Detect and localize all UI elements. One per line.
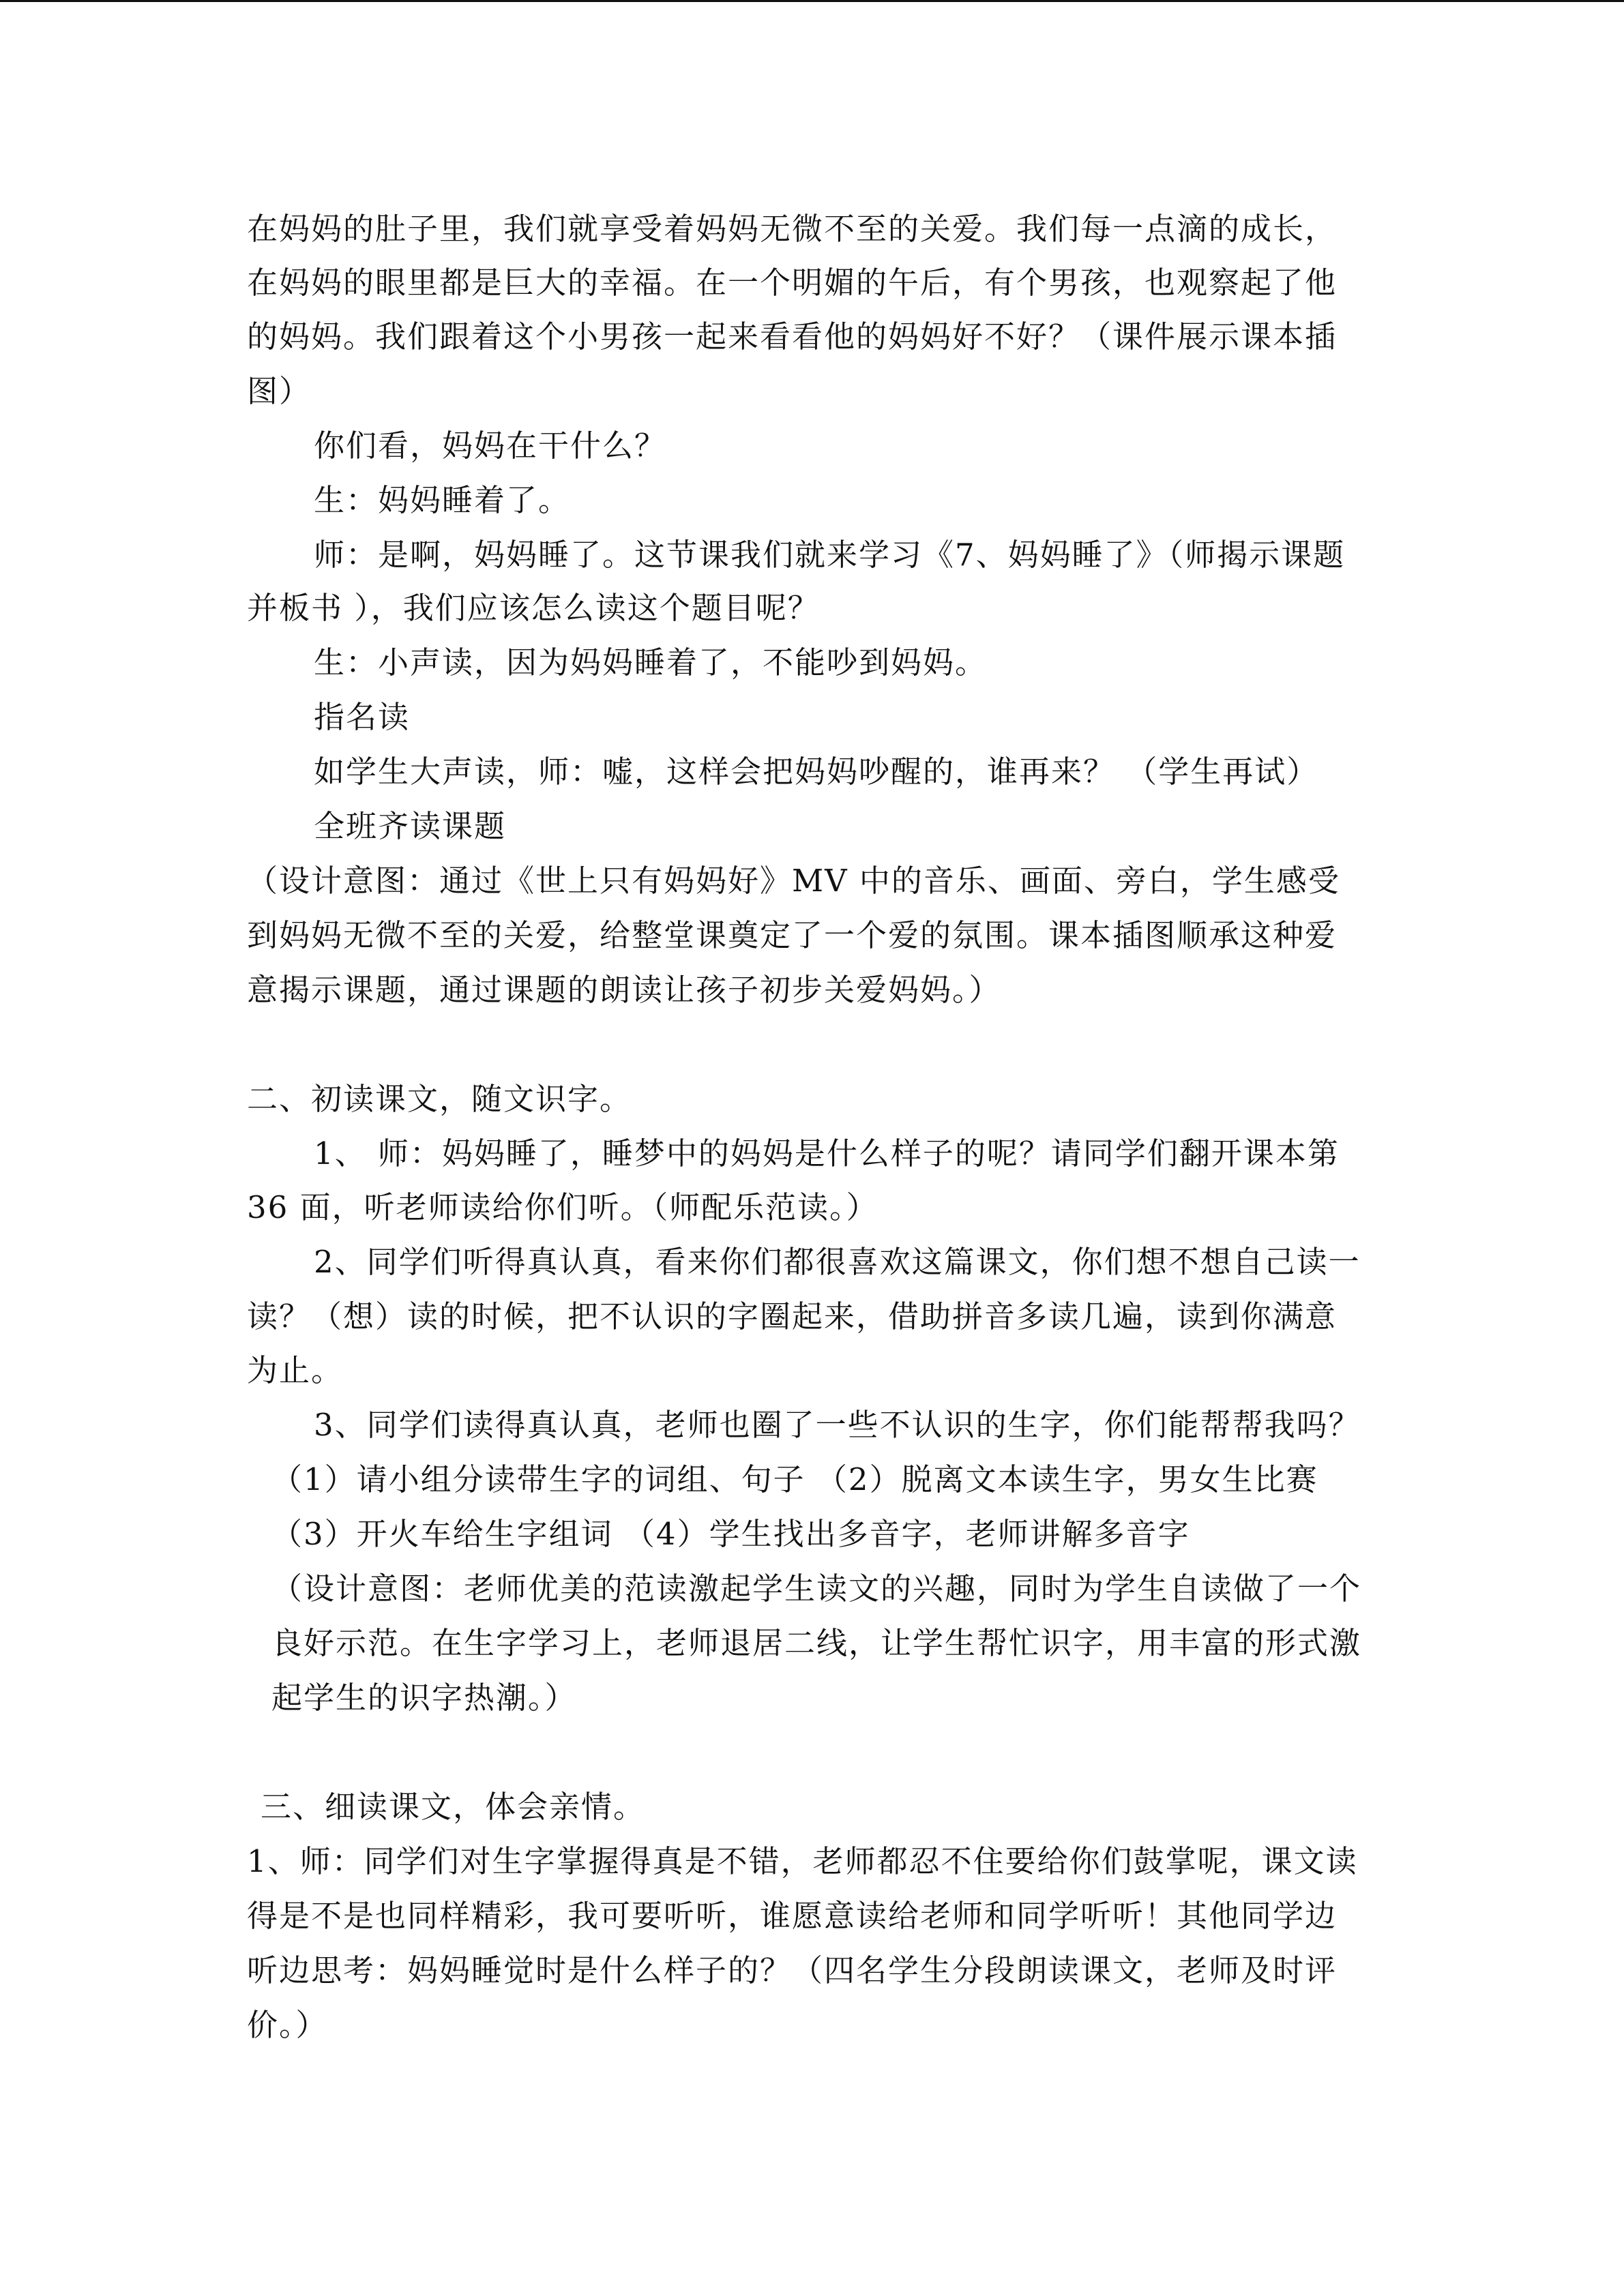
paragraph-line: 图） — [247, 373, 312, 409]
paragraph-line: 听边思考：妈妈睡觉时是什么样子的？（四名学生分段朗读课文，老师及时评 — [247, 1952, 1338, 1988]
paragraph-line: 36 面，听老师读给你们听。（师配乐范读。） — [247, 1189, 879, 1225]
section-heading: 三、细读课文，体会亲情。 — [261, 1789, 646, 1825]
list-item: （3）开火车给生字组词 （4）学生找出多音字，老师讲解多音字 — [271, 1516, 1190, 1552]
dialogue-line: 师：是啊，妈妈睡了。这节课我们就来学习《7、妈妈睡了》（师揭示课题 — [314, 537, 1346, 573]
design-intent-note: 起学生的识字热潮。） — [271, 1680, 577, 1716]
dialogue-line: 生：小声读，因为妈妈睡着了，不能吵到妈妈。 — [314, 644, 988, 681]
design-intent-note: （设计意图：通过《世上只有妈妈好》MV 中的音乐、画面、旁白，学生感受 — [247, 863, 1340, 899]
section-heading: 二、初读课文，随文识字。 — [247, 1081, 632, 1117]
paragraph-line: 价。） — [247, 2007, 328, 2043]
paragraph-line: 在妈妈的眼里都是巨大的幸福。在一个明媚的午后，有个男孩，也观察起了他 — [247, 265, 1338, 301]
dialogue-line: 你们看，妈妈在干什么？ — [314, 428, 667, 464]
paragraph-line: 在妈妈的肚子里，我们就享受着妈妈无微不至的关爱。我们每一点滴的成长， — [247, 211, 1338, 247]
dialogue-line: 指名读 — [314, 699, 411, 735]
paragraph-line: 读？（想）读的时候，把不认识的字圈起来，借助拼音多读几遍，读到你满意 — [247, 1298, 1338, 1335]
design-intent-note: 到妈妈无微不至的关爱，给整堂课奠定了一个爱的氛围。课本插图顺承这种爱 — [247, 917, 1338, 953]
paragraph-line: 得是不是也同样精彩，我可要听听，谁愿意读给老师和同学听听！其他同学边 — [247, 1898, 1338, 1934]
list-item: （1）请小组分读带生字的词组、句子 （2）脱离文本读生字，男女生比赛 — [271, 1461, 1318, 1497]
dialogue-line: 并板书 ），我们应该怎么读这个题目呢？ — [247, 590, 820, 626]
top-border-rule — [0, 0, 1624, 2]
design-intent-note: 意揭示课题，通过课题的朗读让孩子初步关爱妈妈。） — [247, 972, 1001, 1008]
paragraph-line: 1、师：同学们对生字掌握得真是不错，老师都忍不住要给你们鼓掌呢，课文读 — [247, 1843, 1358, 1879]
dialogue-line: 生：妈妈睡着了。 — [314, 482, 571, 518]
dialogue-line: 如学生大声读，师：嘘，这样会把妈妈吵醒的，谁再来？ （学生再试） — [314, 754, 1319, 790]
design-intent-note: 良好示范。在生字学习上，老师退居二线，让学生帮忙识字，用丰富的形式激 — [271, 1625, 1362, 1661]
paragraph-line: 2、同学们听得真认真，看来你们都很喜欢这篇课文，你们想不想自己读一 — [314, 1244, 1361, 1280]
dialogue-line: 全班齐读课题 — [314, 808, 507, 844]
design-intent-note: （设计意图：老师优美的范读激起学生读文的兴趣，同时为学生自读做了一个 — [271, 1570, 1362, 1607]
paragraph-line: 3、同学们读得真认真，老师也圈了一些不认识的生字，你们能帮帮我吗？ — [314, 1407, 1361, 1443]
paragraph-line: 1、 师：妈妈睡了，睡梦中的妈妈是什么样子的呢？请同学们翻开课本第 — [314, 1135, 1340, 1172]
paragraph-line: 的妈妈。我们跟着这个小男孩一起来看看他的妈妈好不好？（课件展示课本插 — [247, 318, 1338, 355]
paragraph-line: 为止。 — [247, 1352, 344, 1388]
